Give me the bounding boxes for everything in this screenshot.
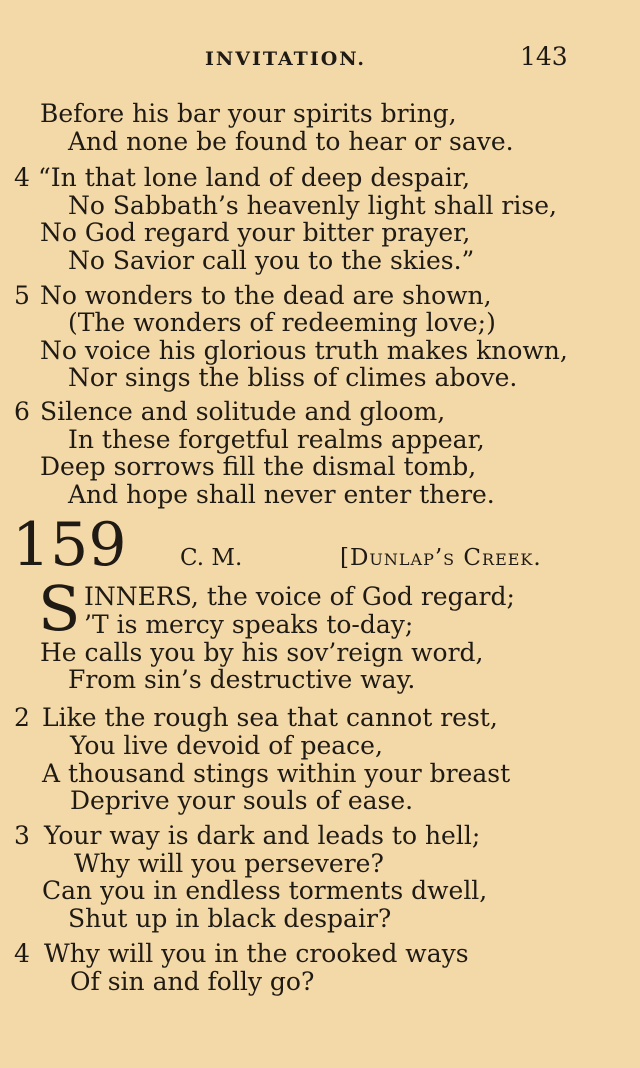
verse-line: Why will you persevere? — [74, 849, 384, 878]
page-number: 143 — [520, 42, 568, 71]
verse-line: No Savior call you to the skies.” — [68, 246, 475, 275]
page-header — [0, 42, 640, 72]
verse-number: 5 — [14, 281, 30, 310]
drop-cap: S — [38, 572, 81, 645]
verse-line: Deprive your souls of ease. — [70, 786, 414, 815]
verse-line: No Sabbath’s heavenly light shall rise, — [68, 191, 557, 220]
verse-line: Your way is dark and leads to hell; — [44, 821, 481, 850]
verse-line: You live devoid of peace, — [70, 731, 383, 760]
verse-number: 2 — [14, 703, 30, 732]
verse-line: No voice his glorious truth makes known, — [40, 336, 568, 365]
running-head: INVITATION. — [205, 48, 367, 70]
verse-number: 3 — [14, 821, 30, 850]
verse-line: Why will you in the crooked ways — [44, 939, 469, 968]
verse-line: Can you in endless torments dwell, — [42, 876, 488, 905]
verse-line: In these forgetful realms appear, — [68, 425, 485, 454]
verse-line: And hope shall never enter there. — [68, 480, 495, 509]
verse-line: Silence and solitude and gloom, — [40, 397, 446, 426]
verse-line: A thousand stings within your breast — [42, 759, 511, 788]
verse-line: Of sin and folly go? — [70, 967, 315, 996]
verse-line: Nor sings the bliss of climes above. — [68, 363, 518, 392]
verse-line: INNERS, the voice of God regard; — [84, 582, 515, 611]
verse-line: Before his bar your spirits bring, — [40, 99, 457, 128]
verse-line: He calls you by his sov’reign word, — [40, 638, 484, 667]
verse-line: Shut up in black despair? — [68, 904, 392, 933]
verse-line: No God regard your bitter prayer, — [40, 218, 471, 247]
verse-line: Like the rough sea that cannot rest, — [42, 703, 498, 732]
hymn-meter: C. M. — [180, 545, 243, 571]
verse-number: 6 — [14, 397, 30, 426]
verse-number: 4 — [14, 939, 30, 968]
tune-name: [Dunlap’s Creek. — [340, 545, 542, 571]
verse-line: And none be found to hear or save. — [68, 127, 514, 156]
verse-line: Deep sorrows fill the dismal tomb, — [40, 452, 477, 481]
verse-number: 4 — [14, 163, 30, 192]
verse-line: No wonders to the dead are shown, — [40, 281, 492, 310]
hymn-number: 159 — [12, 510, 127, 580]
verse-line: From sin’s destructive way. — [68, 665, 416, 694]
verse-line: ’T is mercy speaks to-day; — [84, 610, 414, 639]
verse-line: “In that lone land of deep despair, — [38, 163, 471, 192]
verse-line: (The wonders of redeeming love;) — [68, 308, 496, 337]
